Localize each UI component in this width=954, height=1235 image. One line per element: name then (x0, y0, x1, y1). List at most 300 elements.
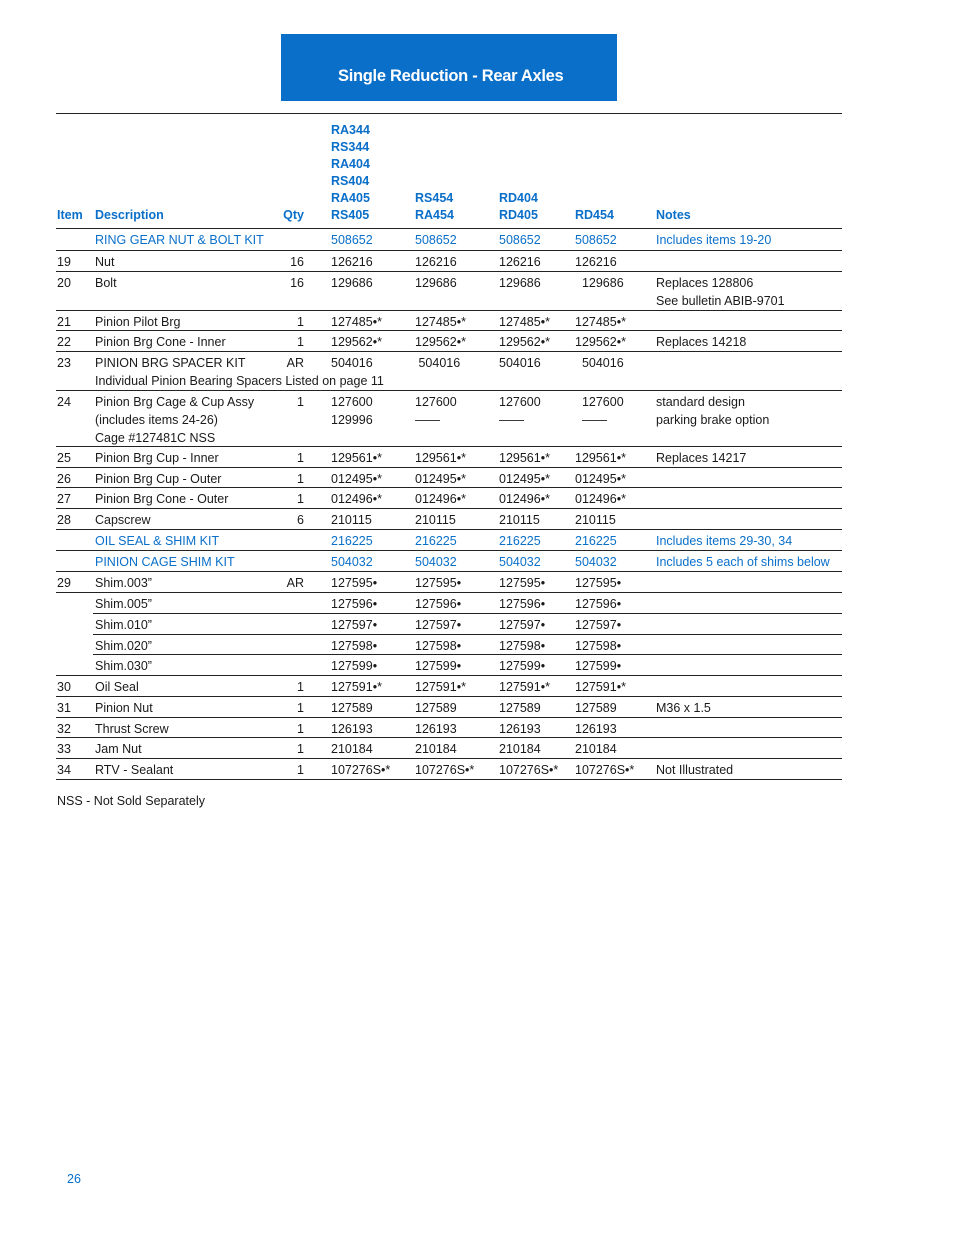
cell-part-d (575, 616, 621, 634)
section-title: Single Reduction - Rear Axles (338, 67, 564, 85)
table-row (56, 676, 842, 697)
cell-part-c (499, 574, 545, 592)
cell-description (95, 637, 152, 655)
cell-notes-line: Replaces 128806 (656, 276, 754, 290)
cell-description-line: (includes items 24-26) (95, 413, 218, 427)
cell-qty: 16 (290, 276, 304, 290)
cell-part-a-line: 012495•* (331, 472, 382, 486)
cell-part-b-line: 504016 (415, 356, 461, 370)
cell-part-a (331, 511, 372, 529)
cell-part-a-line: 216225 (331, 534, 373, 548)
cell-part-d-line: 127595• (575, 576, 622, 590)
cell-part-d (575, 553, 617, 571)
cell-notes (656, 274, 785, 310)
cell-part-b-line: 129562•* (415, 335, 466, 349)
cell-notes (656, 231, 771, 249)
cell-part-b (415, 657, 461, 675)
cell-part-b-line: 127600 (415, 395, 457, 409)
cell-part-a (331, 449, 382, 467)
cell-description (95, 511, 151, 529)
cell-part-c (499, 313, 550, 331)
cell-description-line: Pinion Brg Cup - Inner (95, 451, 219, 465)
header-description: Description (95, 208, 164, 222)
cell-part-b (415, 678, 466, 696)
footnote: NSS - Not Sold Separately (57, 794, 205, 808)
cell-description (95, 678, 139, 696)
cell-part-a (331, 720, 373, 738)
cell-part-d-line: 012496•* (575, 492, 626, 506)
cell-part-c (499, 354, 541, 372)
header-model: RA454 (415, 208, 454, 222)
cell-part-c-line: 127600 (499, 395, 541, 409)
table-row (56, 635, 842, 655)
cell-part-d (575, 574, 621, 592)
cell-part-a-line: 127591•* (331, 680, 382, 694)
cell-part-a-line: 126193 (331, 722, 373, 736)
cell-part-c (499, 253, 541, 271)
cell-part-c (499, 740, 541, 758)
cell-qty: 16 (290, 255, 304, 269)
kit-row (56, 229, 842, 251)
cell-part-d (575, 470, 626, 488)
cell-part-d-line: 127589 (575, 701, 617, 715)
cell-description (95, 740, 142, 758)
cell-description-line: PINION BRG SPACER KIT (95, 356, 246, 370)
cell-item: 29 (57, 576, 71, 590)
cell-part-c-line: 012496•* (499, 492, 550, 506)
cell-part-b (415, 699, 457, 717)
cell-part-b (415, 553, 457, 571)
cell-part-b-line: 126216 (415, 255, 457, 269)
cell-item: 23 (57, 356, 71, 370)
cell-part-b-line: 210115 (415, 513, 456, 527)
cell-part-b (415, 720, 457, 738)
cell-description (95, 333, 226, 351)
cell-part-d-line: 504032 (575, 555, 617, 569)
header-model: RS344 (331, 140, 370, 154)
cell-description (95, 595, 152, 613)
cell-part-a-line: 129996 (331, 413, 373, 427)
cell-part-a (331, 393, 373, 429)
cell-description-line: Oil Seal (95, 680, 139, 694)
cell-description (95, 553, 235, 571)
cell-part-b-line: 127599• (415, 659, 462, 673)
cell-part-d-line: 210184 (575, 742, 617, 756)
cell-notes-line: Not Illustrated (656, 763, 734, 777)
cell-part-c-line: 127485•* (499, 315, 550, 329)
cell-part-d-line: 126216 (575, 255, 617, 269)
cell-part-b (415, 595, 461, 613)
cell-part-a (331, 637, 377, 655)
cell-part-b (415, 313, 466, 331)
cell-description-line: Pinion Brg Cup - Outer (95, 472, 222, 486)
header-models-c (499, 190, 538, 224)
cell-part-d (575, 657, 621, 675)
header-model: RA405 (331, 191, 370, 205)
page-number: 26 (67, 1172, 81, 1186)
table-header (56, 114, 842, 229)
cell-part-a (331, 657, 377, 675)
cell-part-d-line: —— (575, 413, 607, 427)
cell-part-c-line: 126216 (499, 255, 541, 269)
cell-part-c-line: 504032 (499, 555, 541, 569)
cell-part-b (415, 490, 466, 508)
table-row (56, 509, 842, 530)
cell-notes-line: See bulletin ABIB-9701 (656, 294, 785, 308)
cell-item: 31 (57, 701, 71, 715)
cell-part-b (415, 354, 460, 372)
cell-part-a-line: 210184 (331, 742, 373, 756)
cell-part-a (331, 553, 373, 571)
cell-part-a-line: 107276S•* (331, 763, 391, 777)
table-row (56, 311, 842, 331)
cell-part-d-line: 127599• (575, 659, 622, 673)
cell-part-c (499, 595, 545, 613)
header-models-b (415, 190, 454, 224)
table-row (56, 593, 842, 614)
header-notes: Notes (656, 208, 691, 222)
cell-qty: 1 (297, 763, 304, 777)
cell-part-d-line: 210115 (575, 513, 616, 527)
cell-part-c-line: 210115 (499, 513, 540, 527)
cell-description-line: Nut (95, 255, 115, 269)
cell-part-a (331, 313, 382, 331)
cell-part-a (331, 490, 382, 508)
table-row (56, 331, 842, 352)
cell-part-b (415, 470, 466, 488)
cell-part-a-line: 127598• (331, 639, 378, 653)
cell-qty: 1 (297, 451, 304, 465)
cell-part-c (499, 511, 540, 529)
cell-part-b (415, 511, 456, 529)
cell-part-d-line: 126193 (575, 722, 617, 736)
cell-part-c (499, 470, 550, 488)
cell-item: 33 (57, 742, 71, 756)
table-row (56, 272, 842, 311)
cell-part-a-line: 129562•* (331, 335, 382, 349)
cell-qty: AR (286, 356, 304, 370)
cell-part-b-line: 127597• (415, 618, 462, 632)
cell-description-line: Jam Nut (95, 742, 142, 756)
cell-part-a (331, 354, 373, 372)
cell-part-a (331, 532, 373, 550)
cell-part-d-line: 129561•* (575, 451, 626, 465)
cell-item: 19 (57, 255, 71, 269)
cell-part-b (415, 637, 461, 655)
cell-item: 26 (57, 472, 71, 486)
cell-part-a (331, 740, 373, 758)
cell-description-line: OIL SEAL & SHIM KIT (95, 534, 220, 548)
cell-part-a (331, 274, 373, 292)
cell-part-c-line: 210184 (499, 742, 541, 756)
cell-item: 32 (57, 722, 71, 736)
cell-part-b-line: 012496•* (415, 492, 466, 506)
cell-part-a (331, 699, 373, 717)
cell-part-c-line: 127597• (499, 618, 546, 632)
cell-notes-line: Includes 5 each of shims below (656, 555, 830, 569)
cell-part-c-line: 127595• (499, 576, 546, 590)
cell-qty: 1 (297, 680, 304, 694)
cell-notes-line: M36 x 1.5 (656, 701, 711, 715)
cell-part-b-line: 127485•* (415, 315, 466, 329)
section-title-banner (281, 34, 617, 101)
cell-part-c (499, 333, 550, 351)
cell-notes (656, 333, 746, 351)
header-model: RS454 (415, 191, 454, 205)
cell-part-d (575, 720, 617, 738)
cell-part-c (499, 231, 541, 249)
kit-row (56, 551, 842, 572)
header-model: RD405 (499, 208, 538, 222)
cell-part-a (331, 574, 377, 592)
cell-part-c-line: 127599• (499, 659, 546, 673)
cell-part-d-line: 127597• (575, 618, 622, 632)
cell-part-b (415, 574, 461, 592)
cell-part-d (575, 231, 617, 249)
cell-part-c (499, 274, 541, 292)
cell-part-c-line: 127598• (499, 639, 546, 653)
cell-part-c (499, 449, 550, 467)
cell-part-a-line: 508652 (331, 233, 373, 247)
cell-description (95, 532, 219, 550)
cell-part-b (415, 449, 466, 467)
cell-part-a (331, 333, 382, 351)
cell-part-d-line: 127485•* (575, 315, 626, 329)
cell-part-a-line: 127485•* (331, 315, 382, 329)
cell-part-d-line: 129562•* (575, 335, 626, 349)
cell-part-c (499, 678, 550, 696)
cell-qty: 1 (297, 395, 304, 409)
cell-part-b-line: 127596• (415, 597, 462, 611)
cell-part-b-line: 508652 (415, 233, 457, 247)
cell-part-c-line: 127591•* (499, 680, 550, 694)
cell-part-a (331, 470, 382, 488)
header-model: RD404 (499, 191, 538, 205)
cell-notes (656, 449, 746, 467)
cell-description-line: Thrust Screw (95, 722, 169, 736)
table-row (56, 655, 842, 676)
cell-part-d (575, 637, 621, 655)
table-row (56, 697, 842, 718)
cell-part-b (415, 231, 457, 249)
cell-part-d-line: 127591•* (575, 680, 626, 694)
cell-part-d-line: 127600 (575, 395, 624, 409)
cell-part-d-line: 127596• (575, 597, 622, 611)
table-row (56, 391, 842, 447)
cell-part-d (575, 678, 626, 696)
cell-qty: 1 (297, 315, 304, 329)
cell-part-d-line: 012495•* (575, 472, 626, 486)
cell-part-c-line: 107276S•* (499, 763, 559, 777)
cell-part-b (415, 740, 457, 758)
cell-part-b-line: 504032 (415, 555, 457, 569)
cell-part-d (575, 274, 624, 292)
table-row (56, 759, 842, 780)
cell-description-line: Shim.020” (95, 639, 152, 653)
cell-part-c-line: 129686 (499, 276, 541, 290)
cell-item: 25 (57, 451, 71, 465)
header-models-a (331, 122, 370, 224)
cell-part-b (415, 616, 461, 634)
cell-part-a-line: 127589 (331, 701, 373, 715)
cell-notes (656, 532, 792, 550)
cell-notes (656, 761, 733, 779)
cell-part-d (575, 595, 621, 613)
cell-part-d (575, 449, 626, 467)
cell-description-line: Shim.003” (95, 576, 152, 590)
table-row (56, 488, 842, 509)
table-row (56, 251, 842, 272)
cell-part-b (415, 761, 474, 779)
cell-description-line: Pinion Brg Cone - Inner (95, 335, 226, 349)
cell-qty: 1 (297, 472, 304, 486)
cell-description (95, 449, 219, 467)
cell-description-line: Shim.030” (95, 659, 152, 673)
cell-description-line: Pinion Nut (95, 701, 153, 715)
cell-part-b (415, 253, 457, 271)
header-model: RS404 (331, 174, 370, 188)
cell-part-d (575, 511, 616, 529)
cell-qty: 6 (297, 513, 304, 527)
cell-part-a (331, 595, 377, 613)
cell-part-b-line: 129686 (415, 276, 457, 290)
cell-part-d-line: 129686 (575, 276, 624, 290)
cell-description-line: Bolt (95, 276, 117, 290)
cell-description-line: Pinion Brg Cage & Cup Assy (95, 395, 255, 409)
cell-part-b-line: 012495•* (415, 472, 466, 486)
header-model: RA404 (331, 157, 370, 171)
cell-description (95, 393, 254, 447)
header-models-d: RD454 (575, 208, 614, 222)
cell-qty: 1 (297, 335, 304, 349)
cell-part-d (575, 253, 617, 271)
kit-row (56, 530, 842, 551)
cell-description (95, 490, 228, 508)
header-model: RS405 (331, 208, 370, 222)
cell-description (95, 253, 114, 271)
cell-item: 22 (57, 335, 71, 349)
cell-part-a (331, 616, 377, 634)
cell-part-d (575, 354, 624, 372)
table-row (56, 718, 842, 738)
cell-part-a-line: 129686 (331, 276, 373, 290)
cell-description (95, 274, 117, 292)
cell-qty: 1 (297, 742, 304, 756)
cell-part-a (331, 231, 373, 249)
cell-part-c-line: 012495•* (499, 472, 550, 486)
cell-description-line: Pinion Brg Cone - Outer (95, 492, 229, 506)
cell-part-b (415, 274, 457, 292)
cell-part-a (331, 678, 382, 696)
table-row (56, 572, 842, 593)
cell-part-a (331, 253, 373, 271)
cell-part-a-line: 127599• (331, 659, 378, 673)
cell-notes (656, 393, 769, 429)
cell-part-d (575, 532, 617, 550)
cell-part-b-line: 127595• (415, 576, 462, 590)
cell-part-a-line: 504016 (331, 356, 373, 370)
cell-notes-line: Replaces 14217 (656, 451, 747, 465)
cell-notes (656, 699, 711, 717)
cell-part-b-line: —— (415, 413, 440, 427)
cell-description-line: RING GEAR NUT & BOLT KIT (95, 233, 264, 247)
cell-part-c (499, 616, 545, 634)
cell-description (95, 657, 152, 675)
cell-part-b-line: 107276S•* (415, 763, 475, 777)
cell-part-a-line: 210115 (331, 513, 372, 527)
cell-description-line: Pinion Pilot Brg (95, 315, 181, 329)
cell-part-c (499, 761, 558, 779)
cell-description-line: RTV - Sealant (95, 763, 174, 777)
cell-qty: AR (286, 576, 304, 590)
cell-part-c (499, 532, 541, 550)
table-body (56, 229, 842, 780)
cell-part-d-line: 504016 (575, 356, 624, 370)
cell-part-c-line: 129562•* (499, 335, 550, 349)
cell-part-a (331, 761, 390, 779)
cell-part-b (415, 333, 466, 351)
cell-description (95, 761, 173, 779)
cell-part-d (575, 740, 617, 758)
cell-description (95, 720, 169, 738)
cell-part-a-line: 127595• (331, 576, 378, 590)
cell-description (95, 574, 152, 592)
cell-part-a-line: 012496•* (331, 492, 382, 506)
cell-part-d-line: 127598• (575, 639, 622, 653)
cell-description-line: Shim.010” (95, 618, 152, 632)
cell-part-d (575, 313, 626, 331)
cell-part-b (415, 532, 457, 550)
cell-notes-line: Includes items 19-20 (656, 233, 772, 247)
cell-part-c-line: 127589 (499, 701, 541, 715)
cell-part-a-line: 127596• (331, 597, 378, 611)
table-row (56, 614, 842, 635)
table-row (56, 447, 842, 468)
cell-description (95, 470, 221, 488)
cell-item: 27 (57, 492, 71, 506)
cell-part-d-line: 508652 (575, 233, 617, 247)
cell-part-a-line: 127600 (331, 395, 373, 409)
cell-description (95, 231, 264, 249)
cell-notes-line: parking brake option (656, 413, 770, 427)
cell-part-c-line: 127596• (499, 597, 546, 611)
cell-part-b-line: 210184 (415, 742, 457, 756)
cell-item: 21 (57, 315, 71, 329)
cell-part-b-line: 127589 (415, 701, 457, 715)
header-item: Item (57, 208, 83, 222)
cell-notes-line: Includes items 29-30, 34 (656, 534, 793, 548)
cell-description (95, 313, 180, 331)
cell-description (95, 616, 152, 634)
cell-part-c-line: 216225 (499, 534, 541, 548)
cell-part-b-line: 216225 (415, 534, 457, 548)
table-row (56, 352, 842, 391)
cell-item: 20 (57, 276, 71, 290)
cell-part-c-line: —— (499, 413, 524, 427)
cell-qty: 1 (297, 701, 304, 715)
cell-description-line: Capscrew (95, 513, 151, 527)
cell-description-line: Individual Pinion Bearing Spacers Listed on page 11 (95, 374, 384, 388)
cell-part-d (575, 699, 617, 717)
cell-description-line: Shim.005” (95, 597, 152, 611)
cell-part-d (575, 333, 626, 351)
cell-notes-line: standard design (656, 395, 745, 409)
cell-part-a-line: 127597• (331, 618, 378, 632)
cell-part-c-line: 508652 (499, 233, 541, 247)
cell-item: 28 (57, 513, 71, 527)
cell-part-d (575, 393, 624, 429)
cell-part-c (499, 657, 545, 675)
